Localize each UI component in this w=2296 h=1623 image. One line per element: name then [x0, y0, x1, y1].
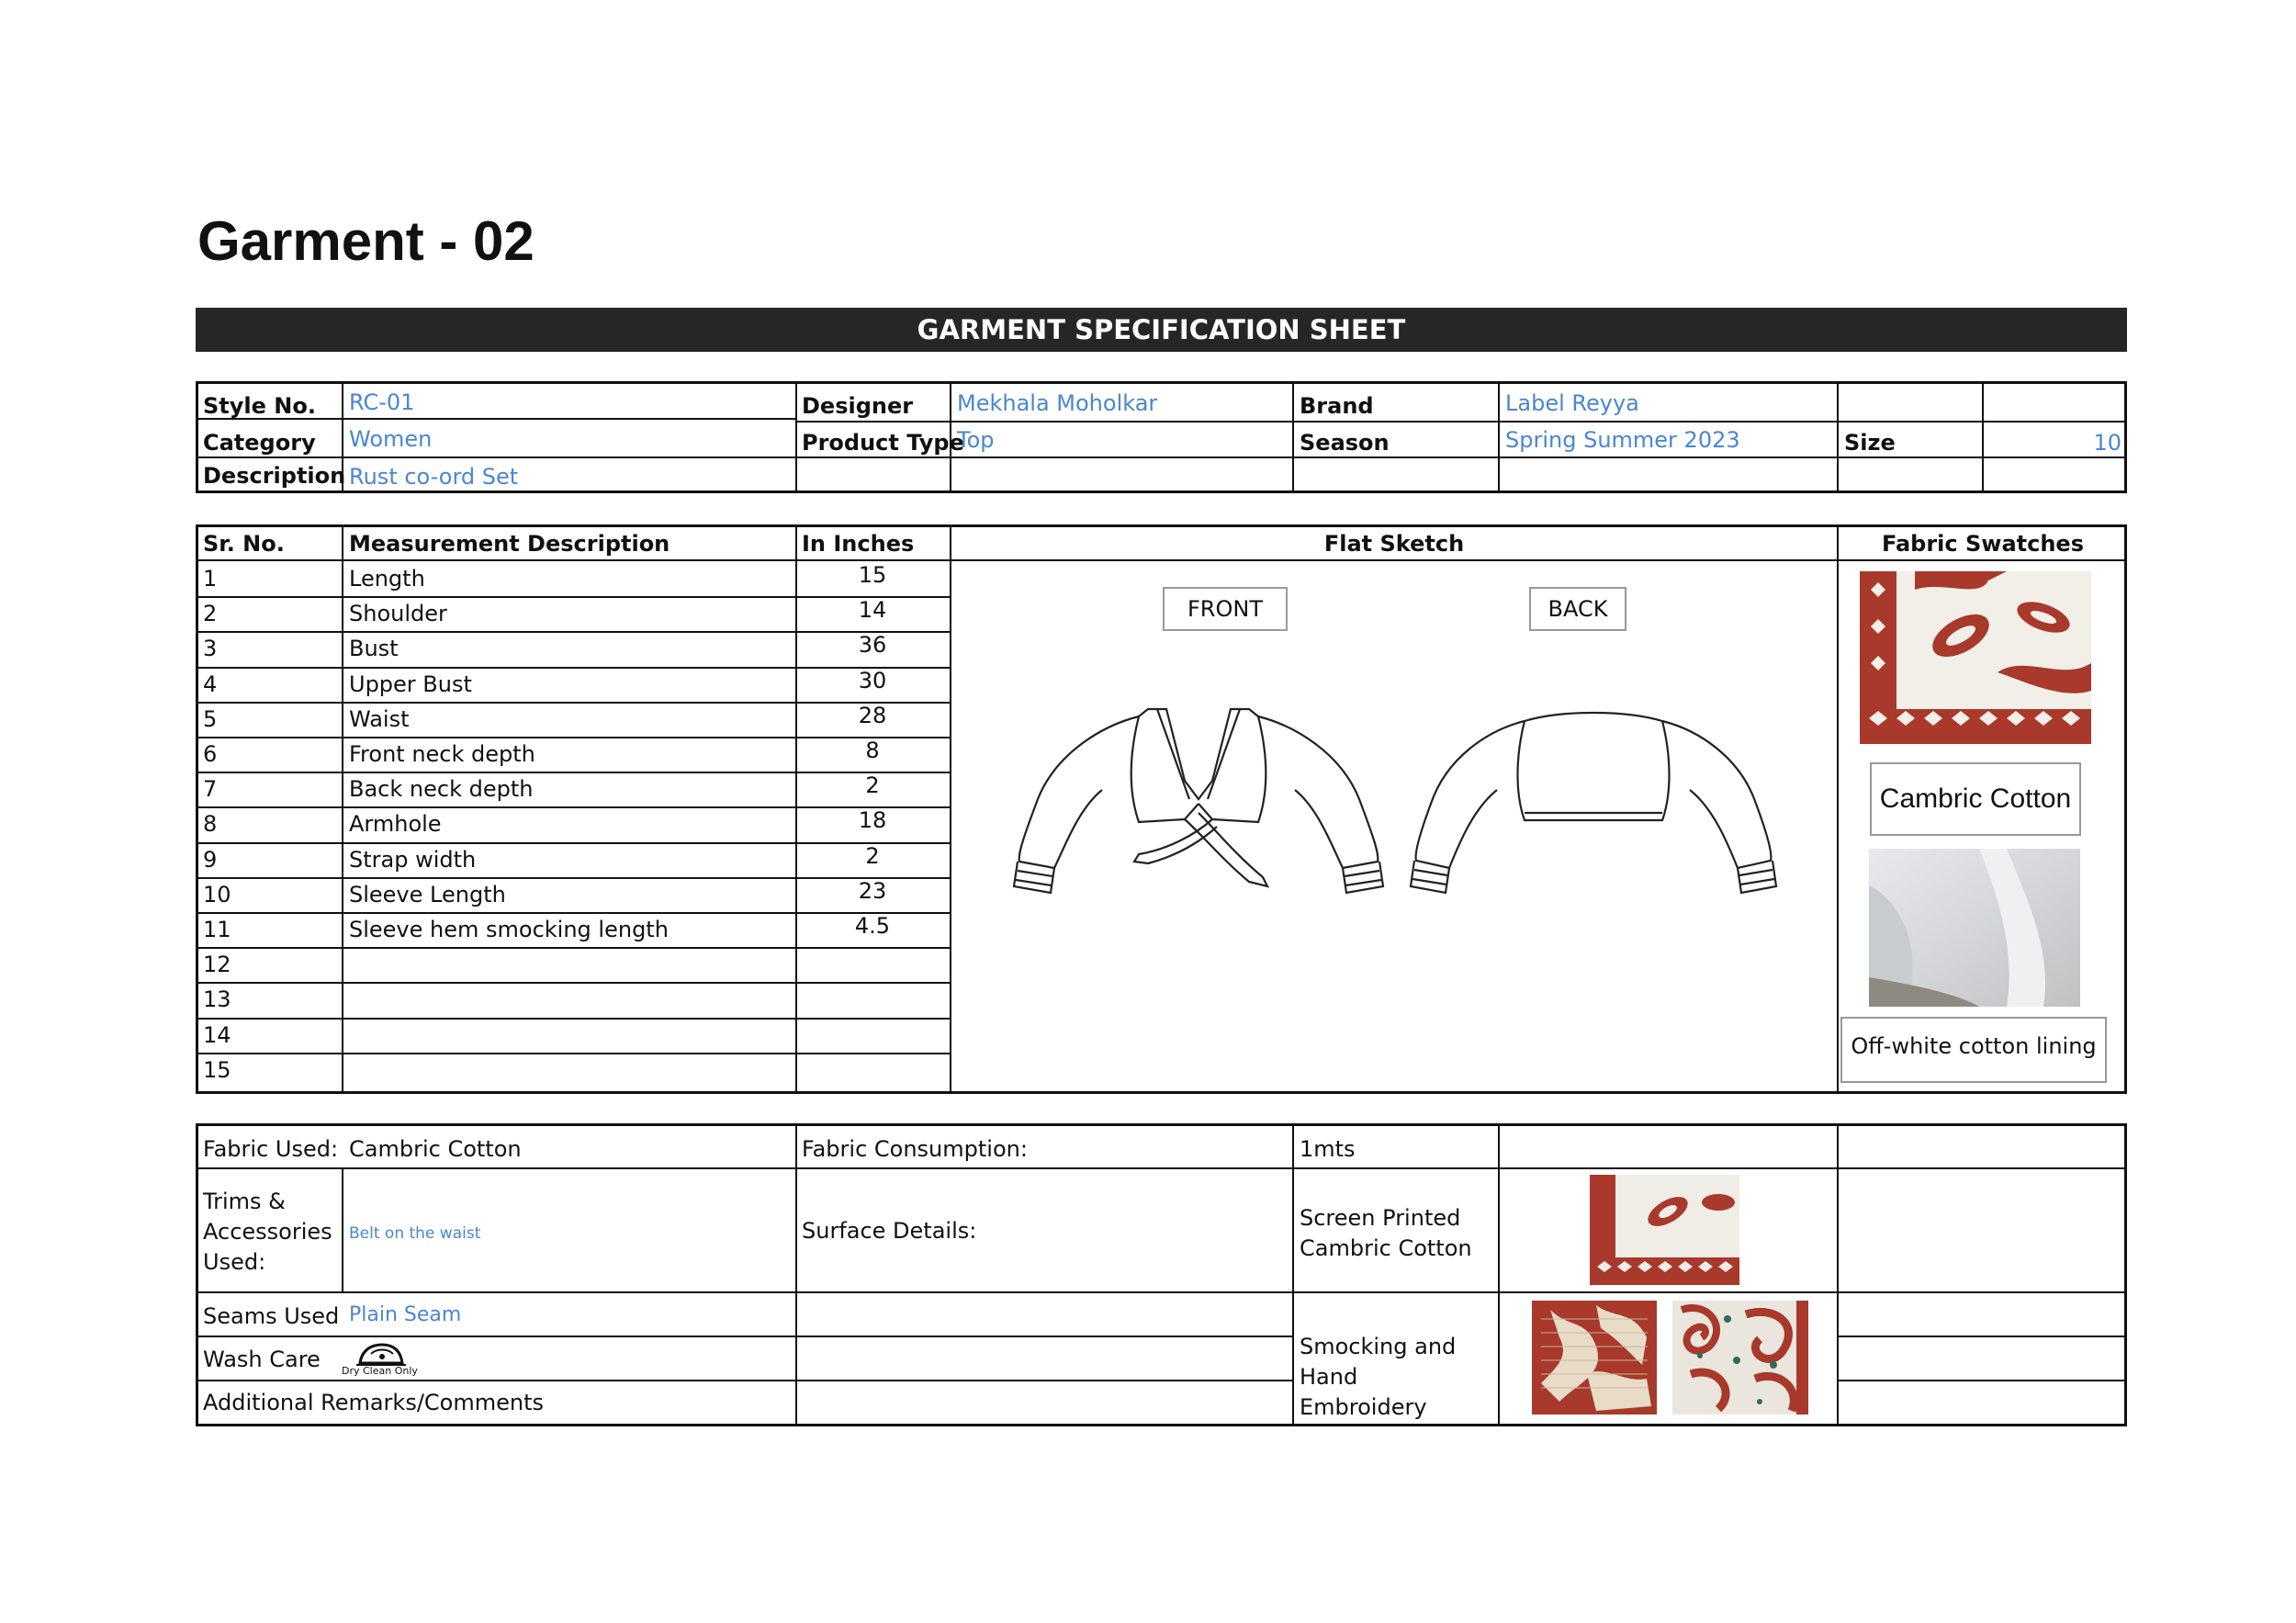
embroidery-swatch: [1672, 1301, 1808, 1414]
front-sketch: [1001, 698, 1396, 909]
inches-value-cell: 2: [865, 843, 880, 869]
sr-no-cell: 6: [203, 741, 218, 767]
fabric-consumption-value: 1mts: [1300, 1136, 1356, 1162]
style-no-label: Style No.: [203, 393, 316, 419]
screen-printed-label: Screen Printed Cambric Cotton: [1300, 1205, 1472, 1261]
measurement-description-cell: Upper Bust: [349, 671, 472, 697]
sr-no-cell: 8: [203, 811, 218, 837]
description-label: Description: [203, 463, 346, 489]
category-value: Women: [349, 426, 433, 452]
sr-no-cell: 9: [203, 847, 218, 873]
season-label: Season: [1300, 430, 1390, 456]
back-label: BACK: [1529, 587, 1626, 631]
measurement-description-cell: Shoulder: [349, 601, 447, 626]
measurement-description-cell: Sleeve hem smocking length: [349, 917, 669, 942]
measurement-description-cell: Length: [349, 566, 425, 592]
inches-value-cell: 15: [858, 562, 887, 588]
size-label: Size: [1844, 430, 1896, 456]
white-lining-swatch: [1869, 849, 2080, 1007]
fabric-used-value: Cambric Cotton: [349, 1136, 522, 1162]
size-value: 10: [2093, 430, 2122, 456]
smocking-label: Smocking and Hand Embroidery: [1300, 1334, 1457, 1420]
sr-no-cell: 15: [203, 1057, 231, 1083]
measurement-description-cell: Front neck depth: [349, 741, 535, 767]
inches-value-cell: 36: [858, 632, 887, 658]
product-type-value: Top: [957, 427, 995, 453]
sr-no-cell: 12: [203, 952, 231, 977]
sr-no-cell: 7: [203, 776, 218, 802]
brand-value: Label Reyya: [1505, 390, 1639, 416]
measurement-description-cell: Bust: [349, 636, 399, 661]
swatch-cambric-cotton-label: Cambric Cotton: [1870, 762, 2081, 836]
measurement-description-cell: Waist: [349, 706, 410, 732]
dry-clean-icon: [340, 1337, 432, 1380]
seams-used-label: Seams Used: [203, 1303, 340, 1329]
sr-no-cell: 4: [203, 671, 218, 697]
fabric-consumption-label: Fabric Consumption:: [802, 1136, 1028, 1162]
inches-value-cell: 14: [858, 597, 887, 623]
sr-no-cell: 10: [203, 882, 231, 907]
measurement-description-cell: Back neck depth: [349, 776, 534, 802]
product-type-label: Product Type: [802, 430, 964, 456]
screen-printed-swatch: [1590, 1175, 1739, 1285]
seams-used-value: Plain Seam: [349, 1303, 462, 1326]
inches-value-cell: 4.5: [854, 913, 891, 939]
fabric-used-label: Fabric Used:: [203, 1136, 339, 1162]
season-value: Spring Summer 2023: [1505, 427, 1740, 453]
measurement-description-cell: Strap width: [349, 847, 477, 873]
inches-value-cell: 2: [865, 772, 880, 798]
swatch-lining-label: Off-white cotton lining: [1840, 1017, 2107, 1083]
trims-value: Belt on the waist: [349, 1224, 481, 1243]
sr-no-cell: 3: [203, 636, 218, 661]
designer-value: Mekhala Moholkar: [957, 390, 1158, 416]
remarks-label: Additional Remarks/Comments: [203, 1390, 545, 1415]
front-label: FRONT: [1163, 587, 1288, 631]
col-fabric-swatches: Fabric Swatches: [1881, 531, 2084, 557]
category-label: Category: [203, 430, 316, 456]
inches-value-cell: 30: [858, 668, 887, 693]
col-measurement-description: Measurement Description: [349, 531, 670, 557]
inches-value-cell: 18: [858, 807, 887, 833]
sr-no-cell: 1: [203, 566, 218, 592]
col-in-inches: In Inches: [802, 531, 915, 557]
measurement-description-cell: Sleeve Length: [349, 882, 506, 907]
smocking-swatch: [1532, 1301, 1657, 1414]
description-value: Rust co-ord Set: [349, 464, 519, 490]
sheet-banner: GARMENT SPECIFICATION SHEET: [196, 308, 2127, 352]
rust-fabric-swatch: [1860, 571, 2091, 744]
col-flat-sketch: Flat Sketch: [1323, 531, 1465, 557]
sr-no-cell: 14: [203, 1022, 231, 1048]
inches-value-cell: 28: [858, 703, 887, 728]
designer-label: Designer: [802, 393, 914, 419]
wash-care-label: Wash Care: [203, 1347, 321, 1372]
surface-details-label: Surface Details:: [802, 1218, 977, 1244]
inches-value-cell: 8: [865, 738, 880, 763]
page-title: Garment - 02: [197, 210, 535, 272]
style-no-value: RC-01: [349, 389, 415, 415]
brand-label: Brand: [1300, 393, 1374, 419]
col-sr-no: Sr. No.: [203, 531, 285, 557]
sr-no-cell: 13: [203, 986, 231, 1012]
sr-no-cell: 5: [203, 706, 218, 732]
trims-label: Trims & Accessories Used:: [203, 1189, 332, 1275]
sr-no-cell: 2: [203, 601, 218, 626]
dry-clean-text: Dry Clean Only: [342, 1365, 418, 1377]
inches-value-cell: 23: [858, 878, 887, 904]
sr-no-cell: 11: [203, 917, 231, 942]
measurement-description-cell: Armhole: [349, 811, 442, 837]
back-sketch: [1396, 703, 1791, 905]
